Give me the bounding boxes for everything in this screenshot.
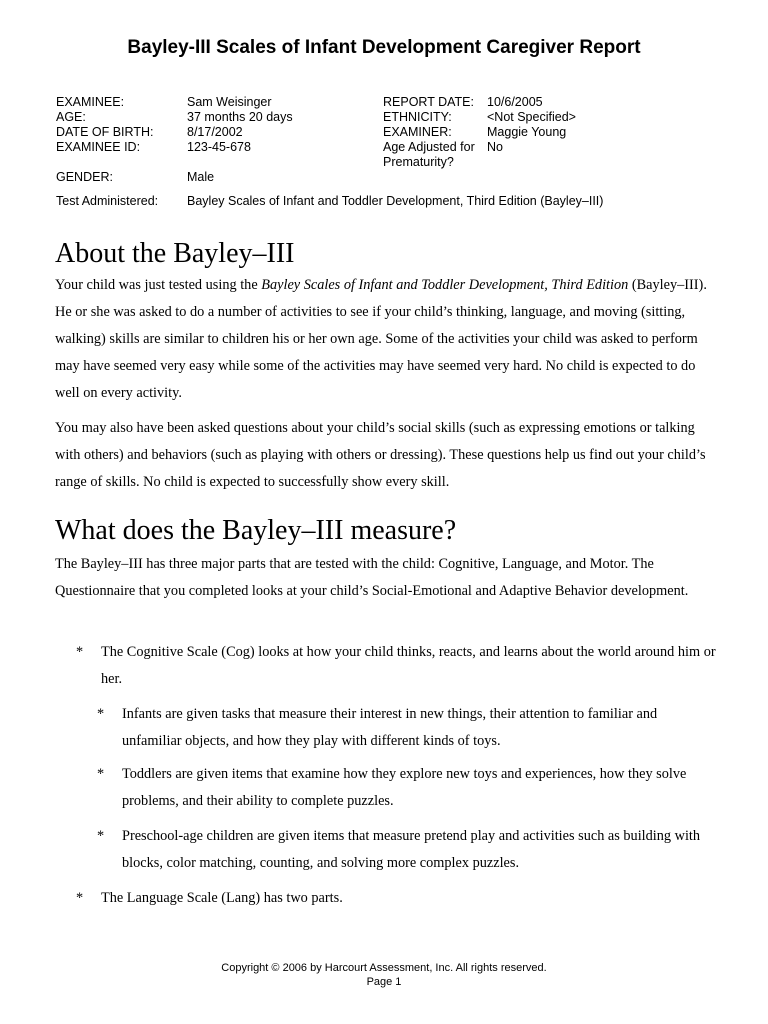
cognitive-infants-text: Infants are given tasks that measure their interest in new things, their attention to familiar and unfamiliar objects, and how they play with different kinds of toys. bbox=[122, 706, 658, 749]
report-date-value: 10/6/2005 bbox=[487, 95, 543, 109]
bullet-star: * bbox=[97, 766, 105, 782]
about-paragraph-2 bbox=[55, 415, 715, 496]
list-item-cognitive-preschool bbox=[0, 823, 768, 877]
gender-value: Male bbox=[187, 170, 215, 184]
report-title: Bayley-III Scales of Infant Development Caregiver Report bbox=[127, 37, 641, 58]
cognitive-toddlers-text: Toddlers are given items that examine how they explore new toys and experiences, how they solve problems, and their ability to complete puzzles. bbox=[122, 766, 687, 809]
footer-copyright: Copyright © 2006 by Harcourt Assessment, Inc. All rights reserved. bbox=[221, 962, 547, 974]
list-item-cognitive-toddlers bbox=[0, 761, 768, 815]
list-item-language bbox=[0, 885, 768, 912]
examiner-label: EXAMINER: bbox=[383, 125, 452, 139]
about-p2-text: You may also have been asked questions about your child’s social skills (such as expressing emotions or talking with others) and behaviors (such as playing with others or dressing). These questions help us find out your child’s range of skills. No child is expected to successfully show every skill. bbox=[55, 420, 706, 490]
examinee-id-label: EXAMINEE ID: bbox=[56, 140, 141, 154]
measure-heading: What does the Bayley–III measure? bbox=[55, 515, 457, 546]
age-value: 37 months 20 days bbox=[187, 110, 293, 124]
dob-value: 8/17/2002 bbox=[187, 125, 243, 139]
bullet-star: * bbox=[76, 890, 84, 906]
dob-label: DATE OF BIRTH: bbox=[56, 125, 154, 139]
age-adjusted-value: No bbox=[487, 140, 503, 154]
examinee-id-value: 123-45-678 bbox=[187, 140, 251, 154]
bullet-star: * bbox=[76, 644, 84, 660]
age-adjusted-label bbox=[383, 140, 475, 170]
language-text: The Language Scale (Lang) has two parts. bbox=[101, 890, 343, 906]
list-item-cognitive bbox=[0, 639, 768, 693]
age-adjusted-label-line2: Prematurity? bbox=[383, 155, 454, 169]
examinee-label: EXAMINEE: bbox=[56, 95, 125, 109]
cognitive-preschool-text: Preschool-age children are given items that measure pretend play and activities such as building with blocks, color matching, counting, and solving more complex puzzles. bbox=[122, 828, 701, 871]
measure-intro bbox=[55, 551, 715, 605]
ethnicity-value: <Not Specified> bbox=[487, 110, 576, 124]
age-label: AGE: bbox=[56, 110, 86, 124]
about-p1-test-name: Bayley Scales of Infant and Toddler Development, Third Edition bbox=[261, 277, 629, 293]
age-adjusted-label-line1: Age Adjusted for bbox=[383, 140, 475, 154]
about-p1-post: (Bayley–III). He or she was asked to do a number of activities to see if your child’s thinking, language, and moving (sitting, walking) skills are similar to children his or her own age. Some of the activities your child was asked to perform may have seemed very easy while some of the activities may have seemed very hard. No child is expected to do well on every activity. bbox=[55, 277, 707, 401]
measure-intro-text: The Bayley–III has three major parts that are tested with the child: Cognitive, Language, and Motor. The Questionnaire that you completed looks at your child’s Social-Emotional and Adaptive Behavior development. bbox=[55, 556, 689, 599]
examiner-value: Maggie Young bbox=[487, 125, 567, 139]
examinee-value: Sam Weisinger bbox=[187, 95, 272, 109]
bullet-star: * bbox=[97, 828, 105, 844]
ethnicity-label: ETHNICITY: bbox=[383, 110, 452, 124]
test-administered-label: Test Administered: bbox=[56, 194, 159, 208]
gender-label: GENDER: bbox=[56, 170, 113, 184]
examinee-info-block bbox=[56, 95, 716, 209]
footer-page-number: Page 1 bbox=[366, 976, 402, 988]
about-p1-pre: Your child was just tested using the bbox=[55, 277, 262, 293]
about-heading: About the Bayley–III bbox=[55, 238, 295, 269]
bullet-star: * bbox=[97, 706, 105, 722]
report-date-label: REPORT DATE: bbox=[383, 95, 474, 109]
test-administered-value: Bayley Scales of Infant and Toddler Development, Third Edition (Bayley–III) bbox=[187, 194, 604, 208]
about-paragraph-1 bbox=[55, 272, 715, 407]
cognitive-text: The Cognitive Scale (Cog) looks at how your child thinks, reacts, and learns about the world around him or her. bbox=[101, 644, 716, 687]
list-item-cognitive-infants bbox=[0, 701, 768, 755]
